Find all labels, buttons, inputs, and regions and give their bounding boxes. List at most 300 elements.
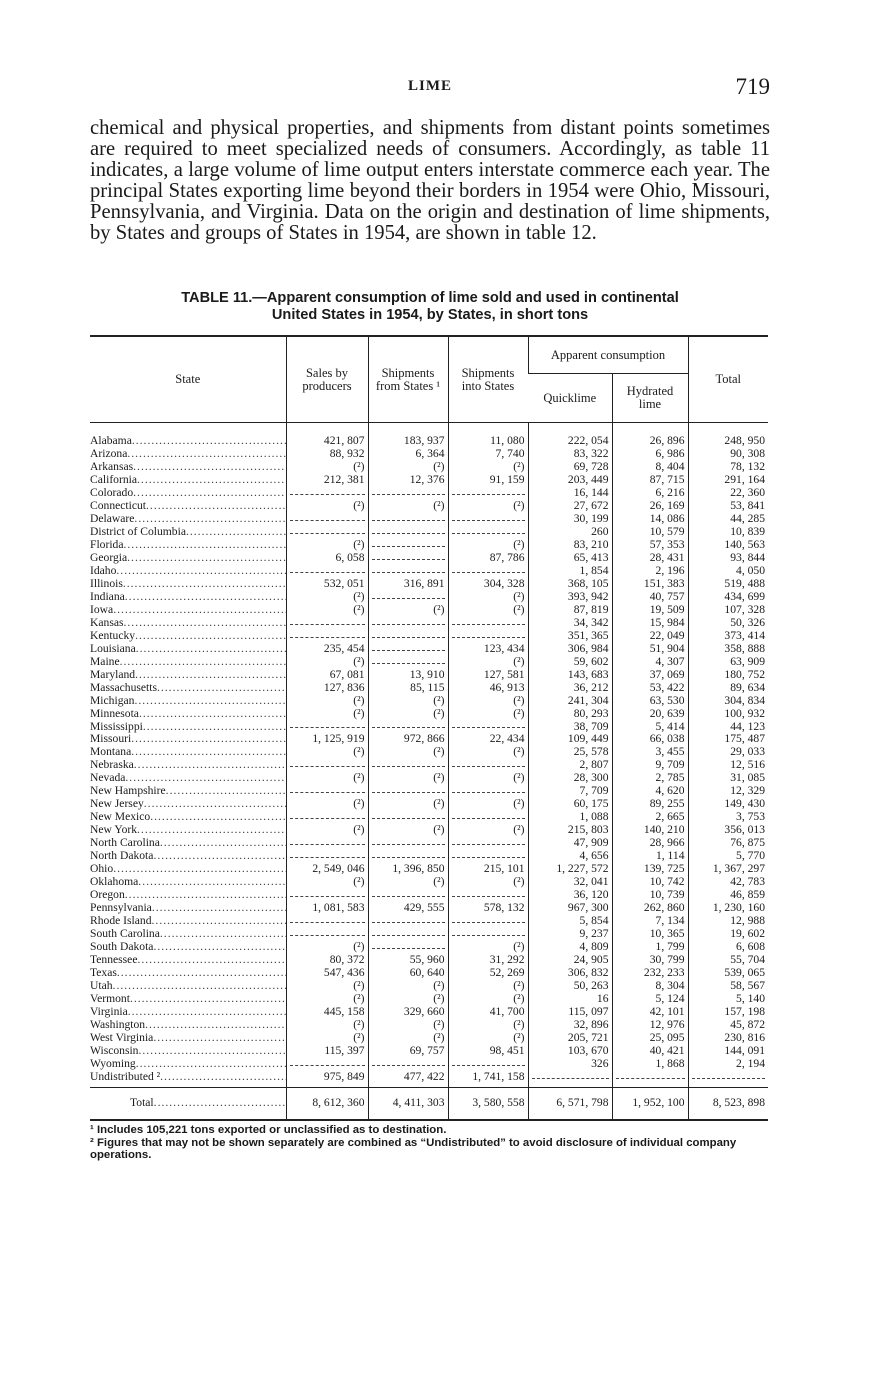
shipments-from-cell: 183, 937 (368, 423, 448, 448)
empty-dash-line (452, 617, 525, 625)
shipments-into-cell: (²) (448, 656, 528, 669)
table-caption-line-1: TABLE 11.—Apparent consumption of lime sold and used in continental (181, 290, 679, 306)
shipments-from-cell: 316, 891 (368, 578, 448, 591)
total-shipments-into-cell: 3, 580, 558 (448, 1087, 528, 1119)
hydrated-cell: 151, 383 (612, 578, 688, 591)
hydrated-cell: 1, 799 (612, 941, 688, 954)
sales-cell: 88, 932 (286, 448, 368, 461)
quicklime-cell: 222, 054 (528, 423, 612, 448)
shipments-into-cell (448, 617, 528, 630)
empty-dash-line (372, 785, 445, 793)
hydrated-cell: 22, 049 (612, 630, 688, 643)
shipments-from-cell: (²) (368, 500, 448, 513)
total-cell: 89, 634 (688, 682, 768, 695)
empty-dash-line (452, 915, 525, 923)
hydrated-cell: 14, 086 (612, 513, 688, 526)
shipments-into-cell: (²) (448, 604, 528, 617)
empty-dash-line (372, 915, 445, 923)
footnote-2: ² Figures that may not be shown separately are combined as “Undistributed” to avoid disclosure of individual company operations. (90, 1136, 737, 1161)
quicklime-cell: 143, 683 (528, 669, 612, 682)
state-name: Idaho ..... (90, 565, 286, 577)
state-name: Maryland ..... (90, 669, 286, 681)
quicklime-cell: 109, 449 (528, 733, 612, 746)
shipments-from-cell (368, 539, 448, 552)
shipments-into-cell: 91, 159 (448, 474, 528, 487)
sales-cell (286, 487, 368, 500)
shipments-into-cell: (²) (448, 798, 528, 811)
sales-cell (286, 526, 368, 539)
quicklime-cell: 47, 909 (528, 837, 612, 850)
lime-consumption-table (90, 335, 768, 1121)
shipments-from-cell (368, 656, 448, 669)
shipments-from-cell: 329, 660 (368, 1006, 448, 1019)
sales-cell: 1, 081, 583 (286, 902, 368, 915)
quicklime-cell: 351, 365 (528, 630, 612, 643)
state-name: Virginia ..... (90, 1006, 286, 1018)
state-cell (90, 617, 286, 630)
total-cell: 358, 888 (688, 643, 768, 656)
sales-cell (286, 630, 368, 643)
quicklime-cell: 4, 809 (528, 941, 612, 954)
shipments-from-cell (368, 837, 448, 850)
sales-cell: (²) (286, 993, 368, 1006)
shipments-into-cell: 31, 292 (448, 954, 528, 967)
shipments-from-cell: (²) (368, 993, 448, 1006)
table-row (90, 682, 768, 695)
hydrated-cell: 42, 101 (612, 1006, 688, 1019)
sales-cell: (²) (286, 746, 368, 759)
state-cell (90, 876, 286, 889)
state-name: New Jersey ..... (90, 798, 286, 810)
hydrated-cell: 139, 725 (612, 863, 688, 876)
state-name: Washington ..... (90, 1019, 286, 1031)
empty-dash-line (372, 513, 445, 521)
sales-cell: (²) (286, 500, 368, 513)
sales-cell: 127, 836 (286, 682, 368, 695)
quicklime-cell: 36, 212 (528, 682, 612, 695)
empty-dash-line (372, 630, 445, 638)
table-row (90, 772, 768, 785)
sales-cell: (²) (286, 1032, 368, 1045)
empty-dash-line (692, 1071, 766, 1079)
table-row (90, 863, 768, 876)
total-cell: 5, 140 (688, 993, 768, 1006)
total-shipments-from-cell: 4, 411, 303 (368, 1087, 448, 1119)
quicklime-cell: 1, 854 (528, 565, 612, 578)
sales-cell: 80, 372 (286, 954, 368, 967)
shipments-from-cell (368, 759, 448, 772)
hydrated-cell: 26, 169 (612, 500, 688, 513)
total-cell: 12, 516 (688, 759, 768, 772)
empty-dash-line (290, 630, 365, 638)
state-name: Arkansas ..... (90, 461, 286, 473)
running-head (90, 74, 770, 102)
quicklime-cell: 393, 942 (528, 591, 612, 604)
quicklime-cell: 205, 721 (528, 1032, 612, 1045)
quicklime-cell: 28, 300 (528, 772, 612, 785)
table-row (90, 837, 768, 850)
state-name: Indiana ..... (90, 591, 286, 603)
quicklime-cell: 7, 709 (528, 785, 612, 798)
empty-dash-line (452, 785, 525, 793)
state-name: Oregon ..... (90, 889, 286, 901)
shipments-from-cell (368, 630, 448, 643)
state-cell (90, 811, 286, 824)
empty-dash-line (452, 928, 525, 936)
hydrated-cell: 3, 455 (612, 746, 688, 759)
shipments-into-cell: 46, 913 (448, 682, 528, 695)
shipments-into-cell: 215, 101 (448, 863, 528, 876)
hydrated-cell: 20, 639 (612, 708, 688, 721)
total-cell: 2, 194 (688, 1058, 768, 1071)
table-row (90, 720, 768, 733)
hydrated-cell: 8, 304 (612, 980, 688, 993)
shipments-from-cell (368, 941, 448, 954)
sales-cell: 421, 807 (286, 423, 368, 448)
state-name: Michigan ..... (90, 695, 286, 707)
sales-cell: 445, 158 (286, 1006, 368, 1019)
empty-dash-line (290, 759, 365, 767)
empty-dash-line (372, 552, 445, 560)
header-apparent-consumption: Apparent consumption (528, 336, 688, 374)
empty-dash-line (452, 889, 525, 897)
sales-cell (286, 617, 368, 630)
total-cell: 144, 091 (688, 1045, 768, 1058)
hydrated-cell: 10, 742 (612, 876, 688, 889)
quicklime-cell: 967, 300 (528, 902, 612, 915)
state-name: Connecticut ..... (90, 500, 286, 512)
data-table (90, 335, 768, 1121)
state-cell (90, 785, 286, 798)
header-hydrated-lime: Hydrated lime (612, 374, 688, 423)
sales-cell: 547, 436 (286, 967, 368, 980)
table-row (90, 565, 768, 578)
quicklime-cell: 4, 656 (528, 850, 612, 863)
sales-cell (286, 513, 368, 526)
sales-cell (286, 811, 368, 824)
quicklime-cell: 25, 578 (528, 746, 612, 759)
quicklime-cell: 65, 413 (528, 552, 612, 565)
table-row (90, 656, 768, 669)
state-cell (90, 656, 286, 669)
shipments-from-cell: (²) (368, 1019, 448, 1032)
state-name: Vermont ..... (90, 993, 286, 1005)
state-name: Texas ..... (90, 967, 286, 979)
quicklime-cell (528, 1071, 612, 1088)
empty-dash-line (452, 850, 525, 858)
state-cell (90, 863, 286, 876)
empty-dash-line (290, 915, 365, 923)
state-cell (90, 889, 286, 902)
state-cell (90, 824, 286, 837)
state-name: North Dakota ..... (90, 850, 286, 862)
total-cell: 19, 602 (688, 928, 768, 941)
hydrated-cell: 40, 421 (612, 1045, 688, 1058)
state-cell (90, 695, 286, 708)
state-cell (90, 733, 286, 746)
hydrated-cell: 53, 422 (612, 682, 688, 695)
state-name: Colorado ..... (90, 487, 286, 499)
state-cell (90, 604, 286, 617)
table-row (90, 824, 768, 837)
hydrated-cell: 12, 976 (612, 1019, 688, 1032)
shipments-from-cell: (²) (368, 824, 448, 837)
quicklime-cell: 87, 819 (528, 604, 612, 617)
state-cell (90, 928, 286, 941)
table-row (90, 967, 768, 980)
quicklime-cell: 83, 210 (528, 539, 612, 552)
shipments-into-cell: (²) (448, 876, 528, 889)
empty-dash-line (372, 487, 445, 495)
table-row (90, 630, 768, 643)
sales-cell: 532, 051 (286, 578, 368, 591)
state-cell (90, 1058, 286, 1071)
total-quicklime-cell: 6, 571, 798 (528, 1087, 612, 1119)
shipments-into-cell: (²) (448, 746, 528, 759)
shipments-into-cell: (²) (448, 1032, 528, 1045)
state-name: Mississippi ..... (90, 720, 286, 732)
empty-dash-line (290, 889, 365, 897)
state-name: Alabama ..... (90, 434, 286, 447)
state-cell (90, 630, 286, 643)
state-cell (90, 448, 286, 461)
sales-cell (286, 1058, 368, 1071)
table-row (90, 954, 768, 967)
hydrated-cell: 140, 210 (612, 824, 688, 837)
table-row (90, 461, 768, 474)
shipments-from-cell: (²) (368, 695, 448, 708)
shipments-from-cell: (²) (368, 746, 448, 759)
shipments-into-cell: (²) (448, 539, 528, 552)
running-title: LIME (407, 78, 452, 94)
table-row (90, 798, 768, 811)
sales-cell: 6, 058 (286, 552, 368, 565)
state-cell (90, 837, 286, 850)
shipments-from-cell: (²) (368, 461, 448, 474)
state-cell (90, 669, 286, 682)
state-name: Kentucky ..... (90, 630, 286, 642)
state-name: Louisiana ..... (90, 643, 286, 655)
empty-dash-line (372, 720, 445, 728)
shipments-into-cell: 52, 269 (448, 967, 528, 980)
state-name: Maine ..... (90, 656, 286, 668)
state-name: New Mexico ..... (90, 811, 286, 823)
sales-cell: 115, 397 (286, 1045, 368, 1058)
state-name: Minnesota ..... (90, 708, 286, 720)
shipments-into-cell (448, 785, 528, 798)
hydrated-cell: 5, 414 (612, 720, 688, 733)
quicklime-cell: 326 (528, 1058, 612, 1071)
hydrated-cell: 10, 579 (612, 526, 688, 539)
quicklime-cell: 115, 097 (528, 1006, 612, 1019)
total-cell: 356, 013 (688, 824, 768, 837)
page-number: 719 (735, 74, 770, 99)
sales-cell: (²) (286, 980, 368, 993)
quicklime-cell: 83, 322 (528, 448, 612, 461)
state-name: West Virginia ..... (90, 1032, 286, 1044)
shipments-from-cell (368, 811, 448, 824)
shipments-from-cell (368, 643, 448, 656)
table-row (90, 552, 768, 565)
sales-cell: (²) (286, 941, 368, 954)
quicklime-cell: 38, 709 (528, 720, 612, 733)
empty-dash-line (372, 617, 445, 625)
state-name: Utah ..... (90, 980, 286, 992)
sales-cell (286, 837, 368, 850)
quicklime-cell: 32, 896 (528, 1019, 612, 1032)
total-cell: 140, 563 (688, 539, 768, 552)
state-name: District of Columbia ..... (90, 526, 286, 538)
state-cell (90, 552, 286, 565)
state-cell (90, 967, 286, 980)
shipments-from-cell (368, 617, 448, 630)
state-cell (90, 513, 286, 526)
sales-cell: 975, 849 (286, 1071, 368, 1088)
state-name: New Hampshire ..... (90, 785, 286, 797)
total-cell: 4, 050 (688, 565, 768, 578)
total-cell: 1, 230, 160 (688, 902, 768, 915)
total-cell: 100, 932 (688, 708, 768, 721)
hydrated-cell: 28, 431 (612, 552, 688, 565)
hydrated-cell: 5, 124 (612, 993, 688, 1006)
shipments-into-cell: (²) (448, 591, 528, 604)
state-cell (90, 980, 286, 993)
table-row (90, 591, 768, 604)
state-cell (90, 578, 286, 591)
table-row (90, 850, 768, 863)
hydrated-cell: 10, 365 (612, 928, 688, 941)
hydrated-cell: 19, 509 (612, 604, 688, 617)
total-cell: 46, 859 (688, 889, 768, 902)
sales-cell: (²) (286, 591, 368, 604)
state-name: Florida ..... (90, 539, 286, 551)
state-cell (90, 682, 286, 695)
quicklime-cell: 59, 602 (528, 656, 612, 669)
sales-cell (286, 759, 368, 772)
shipments-from-cell: 477, 422 (368, 1071, 448, 1088)
table-row (90, 889, 768, 902)
empty-dash-line (452, 811, 525, 819)
empty-dash-line (290, 720, 365, 728)
sales-cell (286, 850, 368, 863)
header-shipments-from-states: Shipments from States ¹ (368, 336, 448, 423)
total-cell: 157, 198 (688, 1006, 768, 1019)
shipments-from-cell: (²) (368, 772, 448, 785)
sales-cell: 67, 081 (286, 669, 368, 682)
quicklime-cell: 306, 832 (528, 967, 612, 980)
total-cell: 63, 909 (688, 656, 768, 669)
hydrated-cell: 232, 233 (612, 967, 688, 980)
state-name: New York ..... (90, 824, 286, 836)
quicklime-cell: 9, 237 (528, 928, 612, 941)
quicklime-cell: 30, 199 (528, 513, 612, 526)
hydrated-cell: 37, 069 (612, 669, 688, 682)
state-cell (90, 720, 286, 733)
hydrated-cell: 57, 353 (612, 539, 688, 552)
shipments-from-cell: 429, 555 (368, 902, 448, 915)
state-name: Montana ..... (90, 746, 286, 758)
quicklime-cell: 36, 120 (528, 889, 612, 902)
state-cell (90, 915, 286, 928)
quicklime-cell: 32, 041 (528, 876, 612, 889)
total-cell: 539, 065 (688, 967, 768, 980)
state-cell (90, 798, 286, 811)
table-row (90, 708, 768, 721)
shipments-into-cell (448, 565, 528, 578)
state-name: North Carolina ..... (90, 837, 286, 849)
table-row (90, 643, 768, 656)
total-cell: 44, 123 (688, 720, 768, 733)
shipments-from-cell: 69, 757 (368, 1045, 448, 1058)
shipments-into-cell: (²) (448, 500, 528, 513)
state-name: Tennessee ..... (90, 954, 286, 966)
quicklime-cell: 241, 304 (528, 695, 612, 708)
state-cell (90, 643, 286, 656)
sales-cell: (²) (286, 1019, 368, 1032)
sales-cell (286, 720, 368, 733)
shipments-into-cell: 123, 434 (448, 643, 528, 656)
sales-cell: (²) (286, 772, 368, 785)
quicklime-cell: 69, 728 (528, 461, 612, 474)
state-cell (90, 993, 286, 1006)
shipments-into-cell (448, 811, 528, 824)
shipments-from-cell (368, 591, 448, 604)
empty-dash-line (452, 565, 525, 573)
total-cell: 22, 360 (688, 487, 768, 500)
state-cell (90, 500, 286, 513)
state-cell (90, 708, 286, 721)
table-row (90, 604, 768, 617)
shipments-from-cell: (²) (368, 604, 448, 617)
quicklime-cell: 80, 293 (528, 708, 612, 721)
table-row (90, 526, 768, 539)
total-hydrated-cell: 1, 952, 100 (612, 1087, 688, 1119)
empty-dash-line (372, 526, 445, 534)
sales-cell (286, 565, 368, 578)
shipments-from-cell (368, 850, 448, 863)
shipments-into-cell: (²) (448, 772, 528, 785)
footnotes (90, 1124, 770, 1162)
table-row (90, 902, 768, 915)
state-cell (90, 526, 286, 539)
state-name: Illinois ..... (90, 578, 286, 590)
hydrated-cell: 28, 966 (612, 837, 688, 850)
total-cell: 180, 752 (688, 669, 768, 682)
hydrated-cell: 4, 620 (612, 785, 688, 798)
quicklime-cell: 50, 263 (528, 980, 612, 993)
empty-dash-line (372, 656, 445, 664)
empty-dash-line (452, 513, 525, 521)
table-row (90, 669, 768, 682)
table-row (90, 1032, 768, 1045)
table-row (90, 733, 768, 746)
table-row (90, 941, 768, 954)
table-row (90, 928, 768, 941)
shipments-from-cell (368, 785, 448, 798)
total-cell: 3, 753 (688, 811, 768, 824)
table-row (90, 500, 768, 513)
hydrated-cell: 2, 196 (612, 565, 688, 578)
shipments-from-cell: (²) (368, 798, 448, 811)
table-row (90, 474, 768, 487)
state-cell (90, 1045, 286, 1058)
quicklime-cell: 203, 449 (528, 474, 612, 487)
shipments-from-cell (368, 915, 448, 928)
state-name: Oklahoma ..... (90, 876, 286, 888)
table-row (90, 487, 768, 500)
quicklime-cell: 16 (528, 993, 612, 1006)
empty-dash-line (290, 928, 365, 936)
